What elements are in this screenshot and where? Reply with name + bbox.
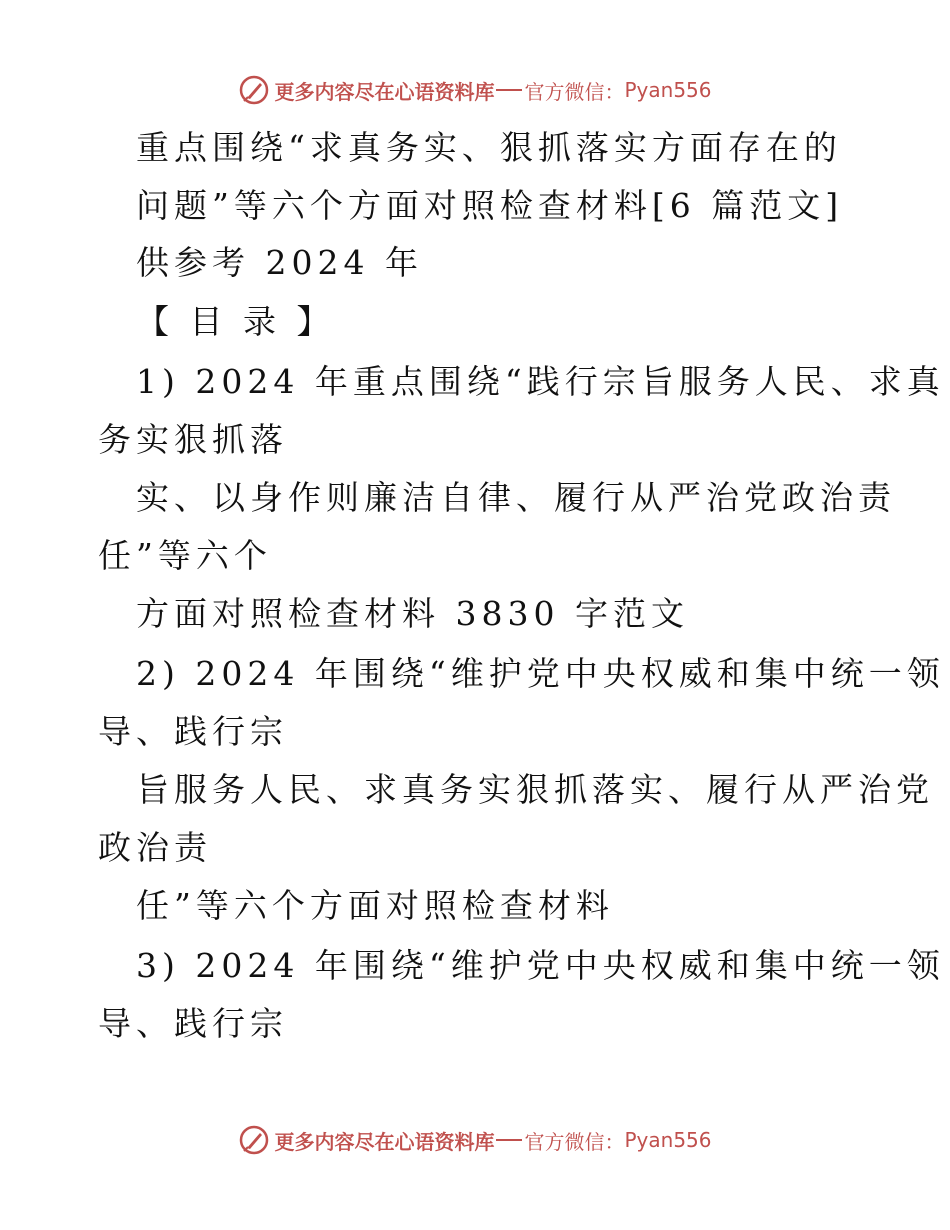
title-line-2: 问题”等六个方面对照检查材料[6 篇范文] bbox=[136, 186, 844, 225]
footer-contact-id: Pyan556 bbox=[624, 1128, 712, 1152]
footer-contact-label: 官方微信： bbox=[524, 1129, 625, 1154]
toc-line-6: 2) 2024 年围绕“维护党中央权威和集中统一领 bbox=[136, 654, 945, 693]
toc-line-5: 方面对照检查材料 3830 字范文 bbox=[136, 594, 689, 633]
title-line-1: 重点围绕“求真务实、狠抓落实方面存在的 bbox=[136, 128, 842, 167]
toc-line-2: 务实狠抓落 bbox=[98, 420, 288, 459]
toc-line-10: 任”等六个方面对照检查材料 bbox=[136, 886, 614, 925]
toc-line-8: 旨服务人民、求真务实狠抓落实、履行从严治党 bbox=[136, 770, 934, 809]
toc-line-12: 导、践行宗 bbox=[98, 1004, 288, 1043]
footer-banner-text: 更多内容尽在心语资料库 bbox=[274, 1129, 495, 1154]
header-banner-text: 更多内容尽在心语资料库 bbox=[274, 79, 495, 104]
toc-heading: 【 目 录 】 bbox=[136, 302, 335, 341]
toc-line-1: 1) 2024 年重点围绕“践行宗旨服务人民、求真 bbox=[136, 362, 945, 401]
header-banner-dash bbox=[496, 89, 522, 91]
toc-line-3: 实、以身作则廉洁自律、履行从严治党政治责 bbox=[136, 478, 896, 517]
title-line-3: 供参考 2024 年 bbox=[136, 243, 423, 282]
quill-logo-icon bbox=[238, 1124, 270, 1156]
header-contact-label: 官方微信： bbox=[524, 79, 625, 104]
header-contact-id: Pyan556 bbox=[624, 78, 712, 102]
toc-line-7: 导、践行宗 bbox=[98, 712, 288, 751]
footer-banner bbox=[0, 1120, 950, 1160]
quill-logo-icon bbox=[238, 74, 270, 106]
toc-line-4: 任”等六个 bbox=[98, 536, 272, 575]
toc-line-11: 3) 2024 年围绕“维护党中央权威和集中统一领 bbox=[136, 946, 945, 985]
footer-banner-dash bbox=[496, 1139, 522, 1141]
toc-line-9: 政治责 bbox=[98, 828, 212, 867]
header-banner bbox=[0, 70, 950, 110]
